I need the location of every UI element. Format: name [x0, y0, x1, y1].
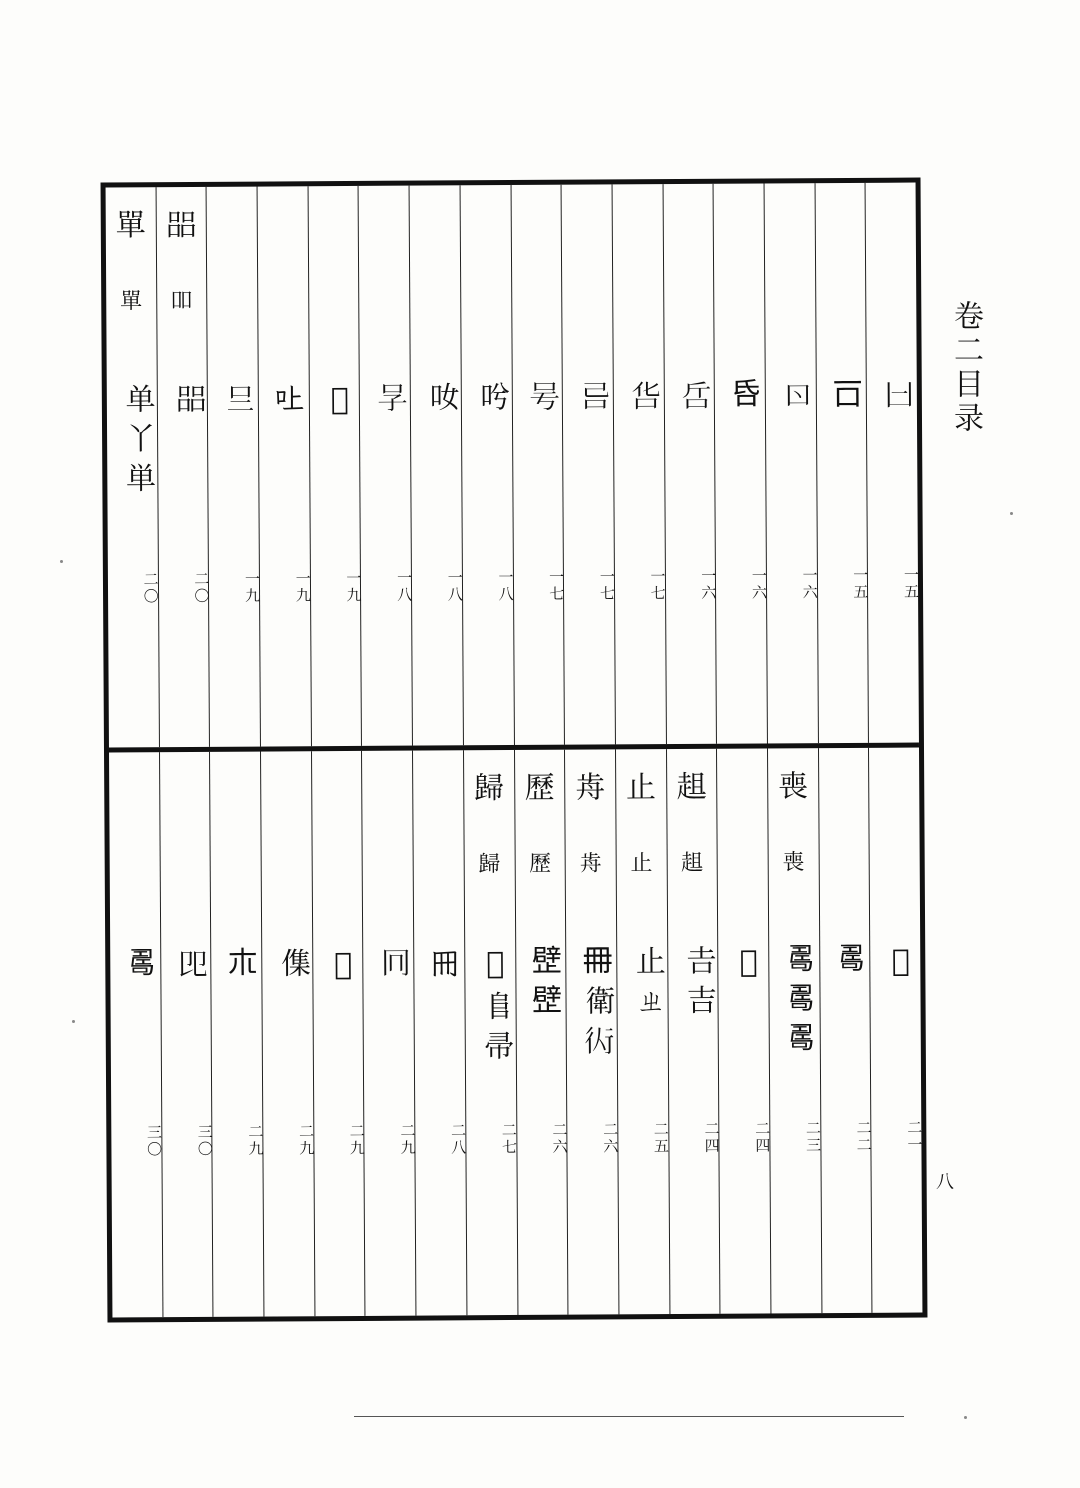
index-column: [561, 184, 615, 744]
index-column: [459, 185, 513, 745]
index-column: [463, 750, 517, 1315]
ancient-form: 𠕁: [427, 946, 463, 977]
page-reference: 二九: [246, 1123, 265, 1158]
ancient-form: 𠯑: [727, 379, 763, 410]
scan-speck: [72, 1020, 75, 1023]
page-reference: 一六: [800, 567, 819, 602]
index-column: [358, 186, 412, 746]
index-column: [865, 183, 919, 743]
page-reference: 二九: [347, 1122, 366, 1158]
ancient-form: 单 丫 単: [119, 383, 156, 493]
ancient-form: 𠯆: [423, 381, 459, 412]
page-reference: 一七: [648, 568, 667, 603]
modern-character: 單: [115, 208, 146, 244]
index-column: [611, 184, 665, 744]
ancient-form: 𠮲: [524, 380, 561, 411]
page-reference: 一六: [699, 567, 718, 602]
page-reference: 一八: [445, 569, 464, 604]
ancient-form: 𠔽: [376, 946, 412, 977]
ancient-form: 㗊: [170, 382, 206, 414]
small-seal-character: 止: [630, 851, 653, 877]
index-column: [257, 186, 311, 746]
ancient-form: 𠷎 𠷎 𠷎: [781, 944, 818, 1054]
index-column: [868, 748, 922, 1313]
page-reference: 二四: [702, 1120, 721, 1155]
ancient-form: 𠯓: [676, 379, 713, 410]
index-column: [106, 187, 159, 747]
index-column: [260, 751, 314, 1316]
page-reference: 二六: [550, 1121, 569, 1156]
page-reference: 三〇: [195, 1123, 214, 1158]
page-reference: 二〇: [141, 571, 160, 606]
page-reference: 一九: [242, 570, 262, 605]
index-column: [206, 187, 260, 747]
page-reference: 二二: [854, 1119, 873, 1154]
ancient-form: 𣥠: [883, 943, 919, 979]
modern-character: 喪: [777, 769, 809, 805]
small-seal-character: 歷: [528, 851, 552, 877]
index-column: [155, 187, 209, 747]
page-reference: 一五: [901, 566, 921, 601]
scan-speck: [964, 1416, 967, 1419]
small-seal-character: 單: [120, 289, 143, 315]
ancient-form: 𠯒: [626, 380, 662, 411]
character-index-table: [101, 178, 928, 1323]
index-column: [564, 749, 618, 1314]
ancient-form: 𠨎: [173, 947, 209, 979]
small-seal-character: 吅: [170, 288, 193, 315]
index-column: [763, 183, 817, 743]
page-reference: 二七: [499, 1121, 518, 1157]
page-reference: 二五: [651, 1121, 671, 1156]
ancient-form: 𣎳: [224, 947, 260, 978]
page-reference: 一七: [597, 568, 616, 603]
ancient-form: 𠷎: [832, 943, 868, 975]
page-reference: 二四: [753, 1120, 772, 1155]
modern-character: 歷: [524, 770, 555, 806]
ancient-form: 𠮛: [829, 378, 865, 410]
page-reference: 一六: [749, 567, 769, 602]
small-seal-character: 喪: [782, 850, 805, 876]
index-column: [311, 751, 365, 1316]
bottom-rule: [354, 1416, 904, 1417]
page-reference: 一九: [344, 569, 363, 605]
ancient-form: 𠙵: [879, 378, 915, 409]
index-column: [361, 751, 415, 1316]
modern-character: 止: [625, 770, 657, 806]
page-reference: 一八: [496, 568, 515, 604]
index-column: [412, 750, 466, 1315]
index-column: [307, 186, 361, 746]
ancient-form: 𠕀: [325, 946, 361, 983]
lower-band: [109, 748, 922, 1318]
page-reference: 一七: [547, 568, 566, 603]
ancient-form: 𠍱: [274, 947, 311, 978]
ancient-form: 𣦢 𣦢: [528, 945, 564, 1016]
index-column: [409, 185, 463, 745]
modern-character: 歬: [575, 770, 606, 806]
index-column: [713, 183, 767, 743]
page-reference: 二九: [398, 1122, 417, 1157]
ancient-form: 𠯋: [474, 381, 510, 412]
page-reference: 二八: [449, 1122, 468, 1157]
index-column: [510, 185, 564, 745]
ancient-form: 𠷎: [122, 948, 159, 979]
page-reference: 二〇: [192, 570, 211, 605]
ancient-form: 𠯂: [372, 381, 409, 412]
index-column: [159, 752, 213, 1317]
page-reference: 二六: [601, 1121, 620, 1156]
index-column: [662, 184, 716, 744]
ancient-form: 𠕋 衛 𧗟: [579, 945, 615, 1055]
small-seal-character: 趄: [681, 850, 704, 876]
ancient-form: 𠮚: [778, 379, 814, 410]
index-column: [209, 752, 263, 1317]
index-column: [818, 748, 872, 1313]
page-reference: 一八: [395, 569, 414, 604]
page-reference: 二九: [297, 1123, 316, 1158]
ancient-form: 止 ㄓ: [629, 945, 666, 1015]
ancient-form: 𠮡: [220, 382, 256, 413]
index-column: [814, 183, 868, 743]
ancient-form: 𠮦: [322, 381, 358, 418]
page-reference: 三〇: [144, 1124, 164, 1159]
page-reference: 二三: [803, 1120, 823, 1155]
ancient-form: 𣥠: [731, 944, 767, 980]
volume-title: 卷二目录: [948, 300, 983, 436]
ancient-form: 𡚬 𨸏 帚: [477, 946, 514, 1061]
index-column: [109, 752, 162, 1317]
ancient-form: 𠮯: [575, 380, 611, 411]
ancient-form: 𠮷 吉: [680, 944, 716, 1015]
modern-character: 趄: [676, 769, 707, 806]
modern-character: 歸: [473, 771, 504, 807]
small-seal-character: 歸: [478, 852, 501, 878]
page-reference: 二一: [905, 1119, 924, 1154]
scan-speck: [60, 560, 63, 563]
index-column: [716, 748, 770, 1313]
ancient-form: 𠮵: [271, 382, 307, 413]
page-number: 八: [936, 1172, 954, 1193]
index-column: [514, 750, 568, 1315]
index-column: [767, 748, 821, 1313]
index-column: [615, 749, 669, 1314]
page-reference: 一九: [293, 570, 312, 605]
modern-character: 㗊: [166, 207, 197, 244]
upper-band: [106, 183, 919, 753]
small-seal-character: 歬: [579, 851, 602, 877]
scan-speck: [1010, 512, 1013, 515]
index-column: [666, 749, 720, 1314]
page-reference: 一五: [851, 566, 870, 601]
